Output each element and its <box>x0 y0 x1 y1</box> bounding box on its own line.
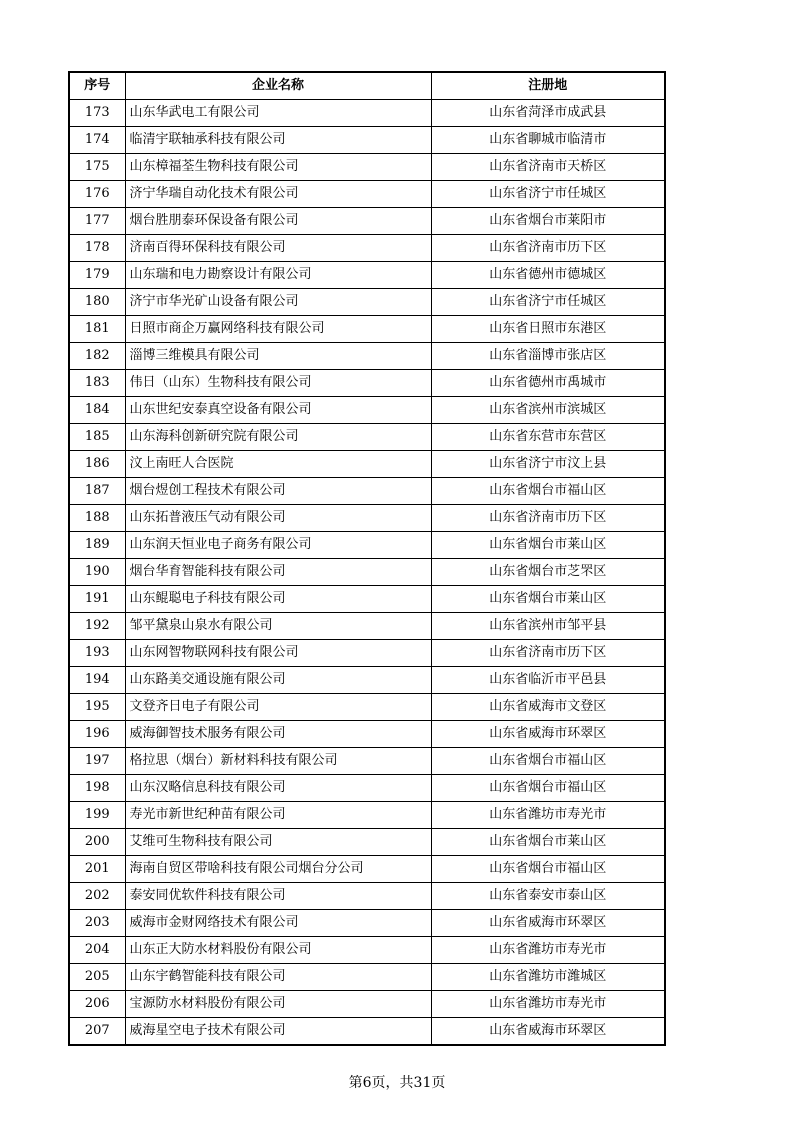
cell-enterprise-name: 山东润天恒业电子商务有限公司 <box>125 532 431 559</box>
cell-serial-number: 206 <box>69 991 125 1018</box>
cell-serial-number: 181 <box>69 316 125 343</box>
page-number-footer: 第6页，共31页 <box>348 1075 446 1091</box>
cell-registration-place: 山东省菏泽市成武县 <box>431 100 665 127</box>
enterprise-table <box>68 71 666 1046</box>
table-row <box>69 505 665 532</box>
table-row <box>69 883 665 910</box>
cell-registration-place: 山东省潍坊市寿光市 <box>431 991 665 1018</box>
cell-enterprise-name: 艾维可生物科技有限公司 <box>125 829 431 856</box>
table-row <box>69 235 665 262</box>
cell-serial-number: 198 <box>69 775 125 802</box>
cell-registration-place: 山东省滨州市滨城区 <box>431 397 665 424</box>
table-row <box>69 343 665 370</box>
cell-registration-place: 山东省滨州市邹平县 <box>431 613 665 640</box>
cell-enterprise-name: 威海御智技术服务有限公司 <box>125 721 431 748</box>
cell-enterprise-name: 海南自贸区带啥科技有限公司烟台分公司 <box>125 856 431 883</box>
cell-enterprise-name: 山东樟福荃生物科技有限公司 <box>125 154 431 181</box>
table-row <box>69 748 665 775</box>
table-row <box>69 856 665 883</box>
table-row <box>69 613 665 640</box>
cell-enterprise-name: 山东网智物联网科技有限公司 <box>125 640 431 667</box>
cell-registration-place: 山东省济南市历下区 <box>431 640 665 667</box>
cell-serial-number: 175 <box>69 154 125 181</box>
cell-registration-place: 山东省烟台市莱山区 <box>431 586 665 613</box>
table-row <box>69 262 665 289</box>
cell-enterprise-name: 山东汉略信息科技有限公司 <box>125 775 431 802</box>
table-row <box>69 694 665 721</box>
table-row <box>69 127 665 154</box>
cell-serial-number: 180 <box>69 289 125 316</box>
cell-serial-number: 195 <box>69 694 125 721</box>
cell-enterprise-name: 山东华武电工有限公司 <box>125 100 431 127</box>
cell-registration-place: 山东省日照市东港区 <box>431 316 665 343</box>
cell-registration-place: 山东省济宁市汶上县 <box>431 451 665 478</box>
cell-registration-place: 山东省烟台市福山区 <box>431 775 665 802</box>
cell-serial-number: 202 <box>69 883 125 910</box>
cell-serial-number: 196 <box>69 721 125 748</box>
cell-enterprise-name: 济宁华瑞自动化技术有限公司 <box>125 181 431 208</box>
cell-enterprise-name: 山东鲲聪电子科技有限公司 <box>125 586 431 613</box>
table-row <box>69 478 665 505</box>
cell-enterprise-name: 烟台煜创工程技术有限公司 <box>125 478 431 505</box>
cell-enterprise-name: 山东拓普液压气动有限公司 <box>125 505 431 532</box>
cell-serial-number: 193 <box>69 640 125 667</box>
table-header-row <box>69 72 665 100</box>
table-row <box>69 424 665 451</box>
table-row <box>69 451 665 478</box>
table-row <box>69 775 665 802</box>
cell-serial-number: 184 <box>69 397 125 424</box>
cell-serial-number: 199 <box>69 802 125 829</box>
cell-serial-number: 179 <box>69 262 125 289</box>
cell-enterprise-name: 日照市商企万赢网络科技有限公司 <box>125 316 431 343</box>
cell-enterprise-name: 山东正大防水材料股份有限公司 <box>125 937 431 964</box>
table-body <box>69 100 665 1046</box>
cell-enterprise-name: 临清宇联轴承科技有限公司 <box>125 127 431 154</box>
cell-registration-place: 山东省临沂市平邑县 <box>431 667 665 694</box>
table-row <box>69 640 665 667</box>
cell-registration-place: 山东省威海市环翠区 <box>431 721 665 748</box>
table-row <box>69 397 665 424</box>
cell-registration-place: 山东省烟台市芝罘区 <box>431 559 665 586</box>
table-row <box>69 721 665 748</box>
table-row <box>69 1018 665 1046</box>
cell-registration-place: 山东省济南市天桥区 <box>431 154 665 181</box>
cell-registration-place: 山东省威海市文登区 <box>431 694 665 721</box>
cell-serial-number: 191 <box>69 586 125 613</box>
cell-serial-number: 189 <box>69 532 125 559</box>
cell-registration-place: 山东省济宁市任城区 <box>431 181 665 208</box>
cell-enterprise-name: 威海市金财网络技术有限公司 <box>125 910 431 937</box>
table-row <box>69 532 665 559</box>
column-header-enterprise-name: 企业名称 <box>125 72 431 100</box>
cell-serial-number: 197 <box>69 748 125 775</box>
cell-serial-number: 188 <box>69 505 125 532</box>
cell-registration-place: 山东省威海市环翠区 <box>431 910 665 937</box>
cell-registration-place: 山东省威海市环翠区 <box>431 1018 665 1046</box>
table-row <box>69 208 665 235</box>
table-row <box>69 829 665 856</box>
cell-serial-number: 173 <box>69 100 125 127</box>
cell-registration-place: 山东省潍坊市潍城区 <box>431 964 665 991</box>
cell-enterprise-name: 泰安同优软件科技有限公司 <box>125 883 431 910</box>
table-row <box>69 964 665 991</box>
cell-serial-number: 205 <box>69 964 125 991</box>
table-row <box>69 559 665 586</box>
table-row <box>69 802 665 829</box>
cell-serial-number: 182 <box>69 343 125 370</box>
cell-registration-place: 山东省烟台市莱阳市 <box>431 208 665 235</box>
cell-registration-place: 山东省德州市禹城市 <box>431 370 665 397</box>
enterprise-list-sheet <box>68 71 664 1046</box>
cell-serial-number: 203 <box>69 910 125 937</box>
table-row <box>69 181 665 208</box>
cell-serial-number: 204 <box>69 937 125 964</box>
cell-registration-place: 山东省潍坊市寿光市 <box>431 802 665 829</box>
table-row <box>69 316 665 343</box>
cell-serial-number: 186 <box>69 451 125 478</box>
cell-serial-number: 201 <box>69 856 125 883</box>
cell-serial-number: 176 <box>69 181 125 208</box>
cell-registration-place: 山东省烟台市莱山区 <box>431 532 665 559</box>
cell-serial-number: 187 <box>69 478 125 505</box>
cell-registration-place: 山东省聊城市临清市 <box>431 127 665 154</box>
cell-enterprise-name: 济南百得环保科技有限公司 <box>125 235 431 262</box>
cell-serial-number: 200 <box>69 829 125 856</box>
cell-enterprise-name: 山东世纪安泰真空设备有限公司 <box>125 397 431 424</box>
cell-serial-number: 207 <box>69 1018 125 1046</box>
cell-enterprise-name: 山东宇鹤智能科技有限公司 <box>125 964 431 991</box>
cell-enterprise-name: 汶上南旺人合医院 <box>125 451 431 478</box>
cell-registration-place: 山东省济南市历下区 <box>431 505 665 532</box>
cell-serial-number: 174 <box>69 127 125 154</box>
column-header-registration-place: 注册地 <box>431 72 665 100</box>
cell-registration-place: 山东省烟台市莱山区 <box>431 829 665 856</box>
table-row <box>69 289 665 316</box>
cell-serial-number: 185 <box>69 424 125 451</box>
cell-registration-place: 山东省烟台市福山区 <box>431 748 665 775</box>
cell-serial-number: 192 <box>69 613 125 640</box>
table-row <box>69 910 665 937</box>
cell-enterprise-name: 烟台华育智能科技有限公司 <box>125 559 431 586</box>
cell-enterprise-name: 格拉思（烟台）新材料科技有限公司 <box>125 748 431 775</box>
cell-registration-place: 山东省淄博市张店区 <box>431 343 665 370</box>
cell-enterprise-name: 文登齐日电子有限公司 <box>125 694 431 721</box>
table-row <box>69 667 665 694</box>
cell-registration-place: 山东省烟台市福山区 <box>431 856 665 883</box>
table-row <box>69 370 665 397</box>
table-row <box>69 991 665 1018</box>
cell-enterprise-name: 济宁市华光矿山设备有限公司 <box>125 289 431 316</box>
cell-registration-place: 山东省烟台市福山区 <box>431 478 665 505</box>
cell-registration-place: 山东省潍坊市寿光市 <box>431 937 665 964</box>
cell-enterprise-name: 宝源防水材料股份有限公司 <box>125 991 431 1018</box>
cell-enterprise-name: 烟台胜朋泰环保设备有限公司 <box>125 208 431 235</box>
cell-enterprise-name: 伟日（山东）生物科技有限公司 <box>125 370 431 397</box>
cell-enterprise-name: 淄博三维模具有限公司 <box>125 343 431 370</box>
cell-serial-number: 183 <box>69 370 125 397</box>
table-row <box>69 937 665 964</box>
table-row <box>69 586 665 613</box>
table-row <box>69 100 665 127</box>
table-row <box>69 154 665 181</box>
cell-enterprise-name: 威海星空电子技术有限公司 <box>125 1018 431 1046</box>
cell-enterprise-name: 邹平黛泉山泉水有限公司 <box>125 613 431 640</box>
cell-enterprise-name: 山东海科创新研究院有限公司 <box>125 424 431 451</box>
cell-registration-place: 山东省济宁市任城区 <box>431 289 665 316</box>
column-header-serial-number: 序号 <box>69 72 125 100</box>
cell-registration-place: 山东省德州市德城区 <box>431 262 665 289</box>
cell-enterprise-name: 寿光市新世纪种苗有限公司 <box>125 802 431 829</box>
cell-serial-number: 178 <box>69 235 125 262</box>
cell-enterprise-name: 山东路美交通设施有限公司 <box>125 667 431 694</box>
cell-registration-place: 山东省泰安市泰山区 <box>431 883 665 910</box>
cell-enterprise-name: 山东瑞和电力勘察设计有限公司 <box>125 262 431 289</box>
cell-registration-place: 山东省东营市东营区 <box>431 424 665 451</box>
cell-registration-place: 山东省济南市历下区 <box>431 235 665 262</box>
cell-serial-number: 194 <box>69 667 125 694</box>
cell-serial-number: 190 <box>69 559 125 586</box>
cell-serial-number: 177 <box>69 208 125 235</box>
